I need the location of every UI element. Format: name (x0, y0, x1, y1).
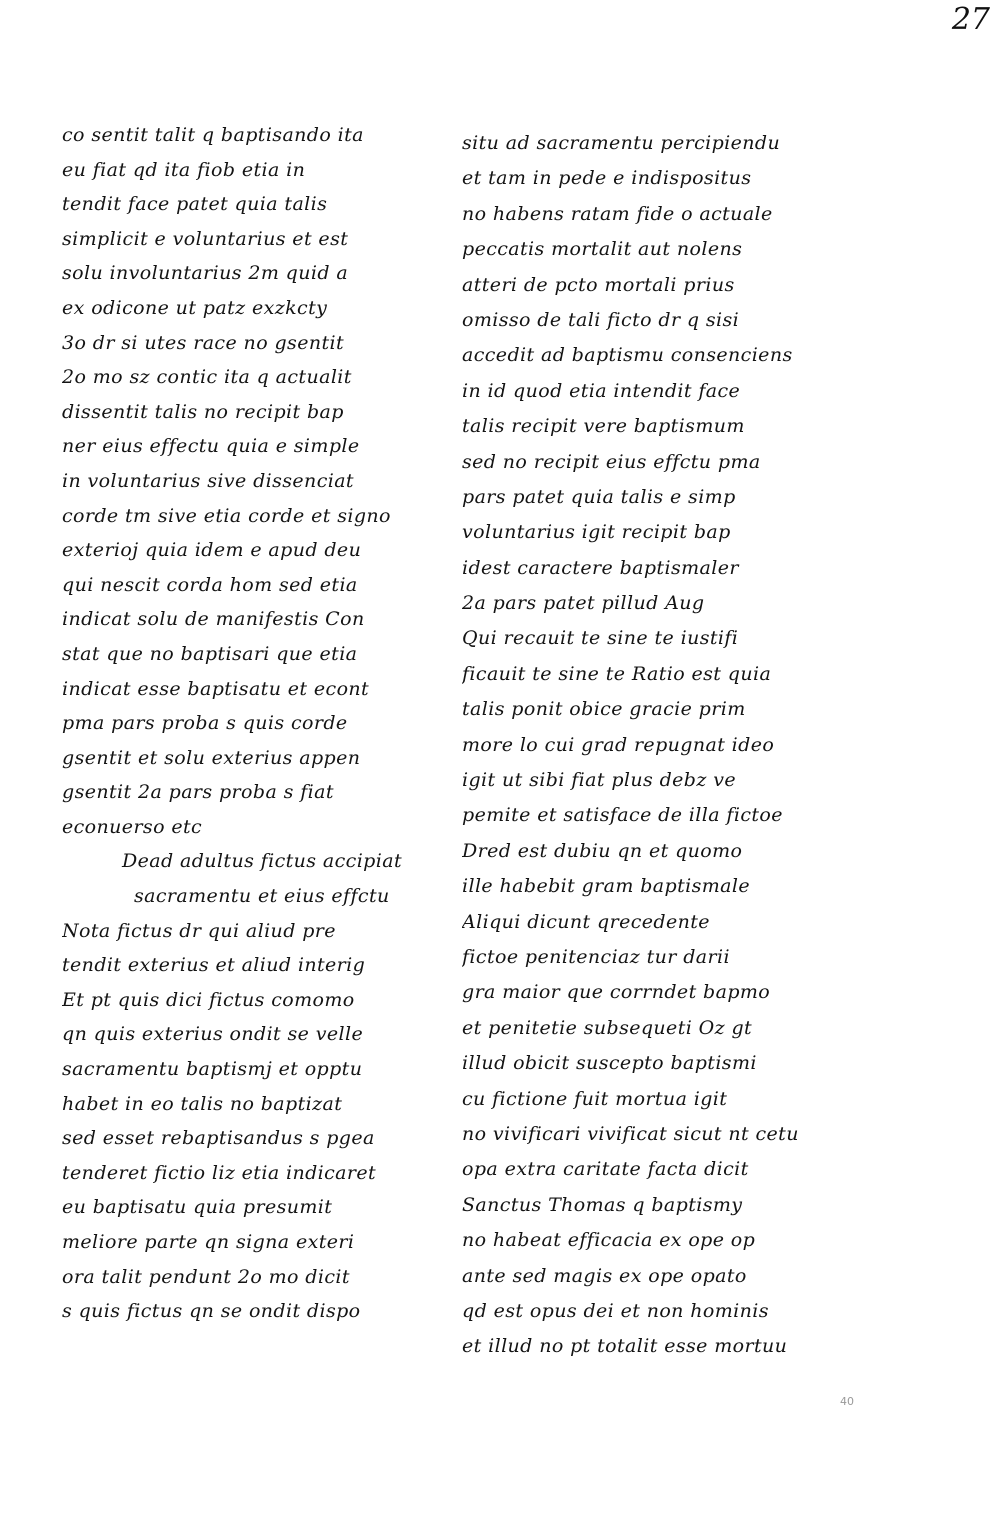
manuscript-line: peccatis mortalit aut nolens (462, 238, 743, 261)
manuscript-line: Qui recauit te sine te iustifi (462, 627, 739, 650)
manuscript-line: tendit face patet quia talis (62, 193, 328, 216)
manuscript-line: gsentit et solu exterius appen (62, 746, 361, 769)
manuscript-line: igit ut sibi fiat plus debz ve (462, 769, 736, 792)
manuscript-line: sed no recipit eius effctu pma (462, 450, 761, 473)
manuscript-line: qui nescit corda hom sed etia (62, 573, 358, 596)
manuscript-line: no habeat efficacia ex ope op (462, 1229, 756, 1252)
manuscript-line: sacramentu baptismj et opptu (62, 1058, 363, 1081)
manuscript-line: meliore parte qn signa exteri (62, 1231, 355, 1253)
manuscript-line: co sentit talit q baptisando ita (62, 124, 364, 146)
manuscript-line: in voluntarius sive dissenciat (62, 469, 354, 492)
manuscript-line: voluntarius igit recipit bap (462, 521, 731, 544)
stray-mark: 40 (840, 1395, 854, 1408)
manuscript-line: s quis fictus qn se ondit dispo (62, 1300, 361, 1323)
manuscript-line: gsentit 2a pars proba s fiat (62, 781, 334, 804)
manuscript-line: eu baptisatu quia presumit (62, 1196, 333, 1219)
manuscript-line: Dred est dubiu qn et quomo (462, 839, 743, 862)
manuscript-line: Nota fictus dr qui aliud pre (62, 919, 336, 942)
manuscript-line: omisso de tali ficto dr q sisi (462, 308, 740, 331)
manuscript-line: dissentit talis no recipit bap (62, 400, 344, 423)
manuscript-line: tenderet fictio liz etia indicaret (62, 1161, 377, 1184)
manuscript-line: no vivificari vivificat sicut nt cetu (462, 1122, 799, 1145)
manuscript-line: ora talit pendunt 2o mo dicit (62, 1265, 350, 1288)
manuscript-line: ner eius effectu quia e simple (62, 435, 360, 458)
left-text-column (62, 118, 422, 1329)
manuscript-line: exterioj quia idem e apud deu (62, 539, 362, 562)
manuscript-line: corde tm sive etia corde et signo (62, 504, 391, 527)
manuscript-line: Sanctus Thomas q baptismy (462, 1193, 743, 1216)
manuscript-line: et illud no pt totalit esse mortuu (462, 1335, 788, 1358)
manuscript-line: Et pt quis dici fictus comomo (62, 988, 355, 1011)
manuscript-line: sed esset rebaptisandus s pgea (62, 1127, 375, 1150)
manuscript-line: Dead adultus fictus accipiat (122, 850, 402, 873)
manuscript-line: habet in eo talis no baptizat (62, 1092, 343, 1115)
manuscript-line: no habens ratam fide o actuale (462, 202, 773, 225)
manuscript-line: tendit exterius et aliud interig (62, 954, 366, 977)
manuscript-line: situ ad sacramentu percipiendu (462, 132, 781, 154)
manuscript-line: ex odicone ut patz exzkcty (62, 296, 328, 319)
manuscript-line: accedit ad baptismu consenciens (462, 344, 793, 367)
manuscript-line: simplicit e voluntarius et est (62, 227, 349, 250)
manuscript-line: gra maior que corrndet bapmo (462, 981, 771, 1004)
manuscript-line: talis ponit obice gracie prim (462, 698, 746, 721)
manuscript-line: ille habebit gram baptismale (462, 875, 751, 898)
manuscript-line: illud obicit suscepto baptismi (462, 1052, 757, 1075)
manuscript-line: pma pars proba s quis corde (62, 712, 348, 735)
manuscript-line: sacramentu et eius effctu (134, 885, 390, 908)
manuscript-line: et tam in pede e indispositus (462, 167, 752, 190)
manuscript-line: cu fictione fuit mortua igit (462, 1087, 728, 1110)
manuscript-line: qd est opus dei et non hominis (462, 1299, 769, 1322)
manuscript-line: opa extra caritate facta dicit (462, 1158, 749, 1181)
manuscript-line: eu fiat qd ita fiob etia in (62, 158, 306, 181)
manuscript-line: fictoe penitenciaz tur darii (462, 945, 730, 968)
manuscript-line: in id quod etia intendit face (462, 379, 741, 402)
manuscript-line: ante sed magis ex ope opato (462, 1264, 747, 1287)
manuscript-line: stat que no baptisari que etia (62, 642, 358, 665)
manuscript-line: indicat esse baptisatu et econt (62, 677, 370, 700)
manuscript-line: econuerso etc (62, 815, 203, 838)
manuscript-line: Aliqui dicunt qrecedente (462, 910, 710, 933)
manuscript-line: 2o mo sz contic ita q actualit (62, 366, 352, 389)
manuscript-line: 3o dr si utes race no gsentit (62, 331, 345, 354)
right-text-column (462, 126, 832, 1365)
manuscript-line: pars patet quia talis e simp (462, 485, 736, 508)
manuscript-line: talis recipit vere baptismum (462, 415, 745, 438)
manuscript-line: idest caractere baptismaler (462, 556, 739, 579)
folio-number: 27 (951, 2, 990, 37)
manuscript-line: ficauit te sine te Ratio est quia (462, 662, 772, 685)
manuscript-line: 2a pars patet pillud Aug (462, 592, 705, 615)
manuscript-line: solu involuntarius 2m quid a (62, 262, 349, 285)
manuscript-line: atteri de pcto mortali prius (462, 273, 735, 296)
manuscript-line: qn quis exterius ondit se velle (62, 1023, 364, 1046)
manuscript-line: et penitetie subsequeti Oz gt (462, 1016, 753, 1039)
manuscript-line: indicat solu de manifestis Con (62, 608, 365, 631)
manuscript-line: more lo cui grad repugnat ideo (462, 733, 775, 756)
manuscript-line: pemite et satisface de illa fictoe (462, 804, 783, 827)
